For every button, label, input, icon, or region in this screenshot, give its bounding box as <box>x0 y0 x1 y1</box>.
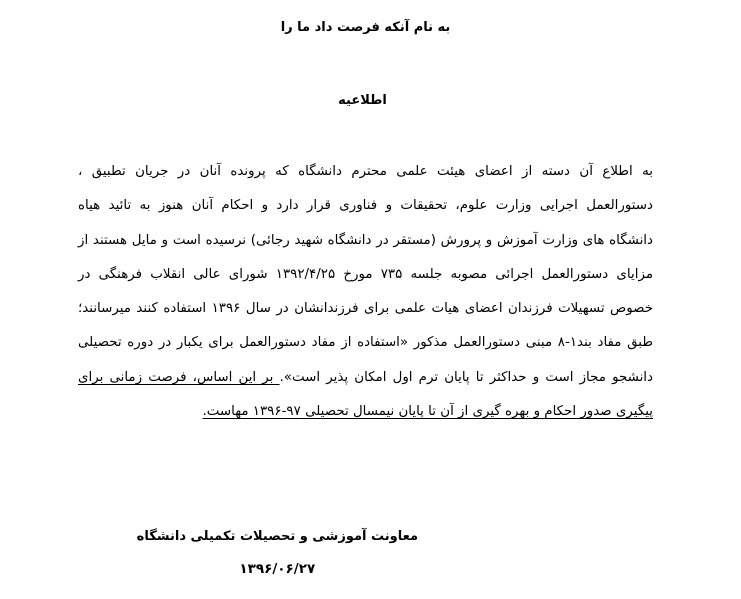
body-line: خصوص تسهیلات فرزندان اعضای هیات علمی برای فرزندانشان در سال ۱۳۹۶ استفاده کنند میرسانند؛ <box>78 301 654 317</box>
underlined-deadline-text: بر این اساس، فرصت زمانی برای <box>78 369 280 385</box>
body-line-mixed <box>78 361 653 395</box>
notice-title: اطلاعیه <box>338 93 387 108</box>
signature-block <box>137 520 418 586</box>
body-line: مزایای دستورالعمل اجرائی مصوبه جلسه ۷۳۵ مورخ ۱۳۹۲/۴/۲۵ شورای عالی انقلاب فرهنگی در <box>78 266 653 282</box>
body-line-underlined: پیگیری صدور احکام و بهره گیری از آن تا پایان نیمسال تحصیلی ۹۷-۱۳۹۶ مهاست. <box>202 404 653 420</box>
body-line: به اطلاع آن دسته از اعضای هیئت علمی محترم دانشگاه که پرونده آنان در جریان تطبیق ، <box>78 164 653 179</box>
invocation-heading: به نام آنکه فرصت داد ما را <box>280 20 451 35</box>
notice-body <box>78 155 653 429</box>
body-line: دستورالعمل اجرایی وزارت علوم، تحقیقات و فناوری قرار دارد و احکام آنان هنوز به تائید هیاه <box>78 198 653 214</box>
body-line: طبق مفاد بند۱-۸ مبنی دستورالعمل مذکور «استفاده از مفاد دستورالعمل برای یکبار در دوره تحصیلی <box>78 335 653 351</box>
signature-date: ۱۳۹۶/۰۶/۲۷ <box>239 561 316 577</box>
body-line-text: دانشجو مجاز است و حداکثر تا پایان ترم اول امکان پذیر است». <box>279 369 653 385</box>
signature-office: معاونت آموزشی و تحصیلات تکمیلی دانشگاه <box>136 529 418 544</box>
body-line: دانشگاه های وزارت آموزش و پرورش (مستقر در دانشگاه شهید رجائی) نرسیده است و مایل هستند از <box>78 232 653 248</box>
